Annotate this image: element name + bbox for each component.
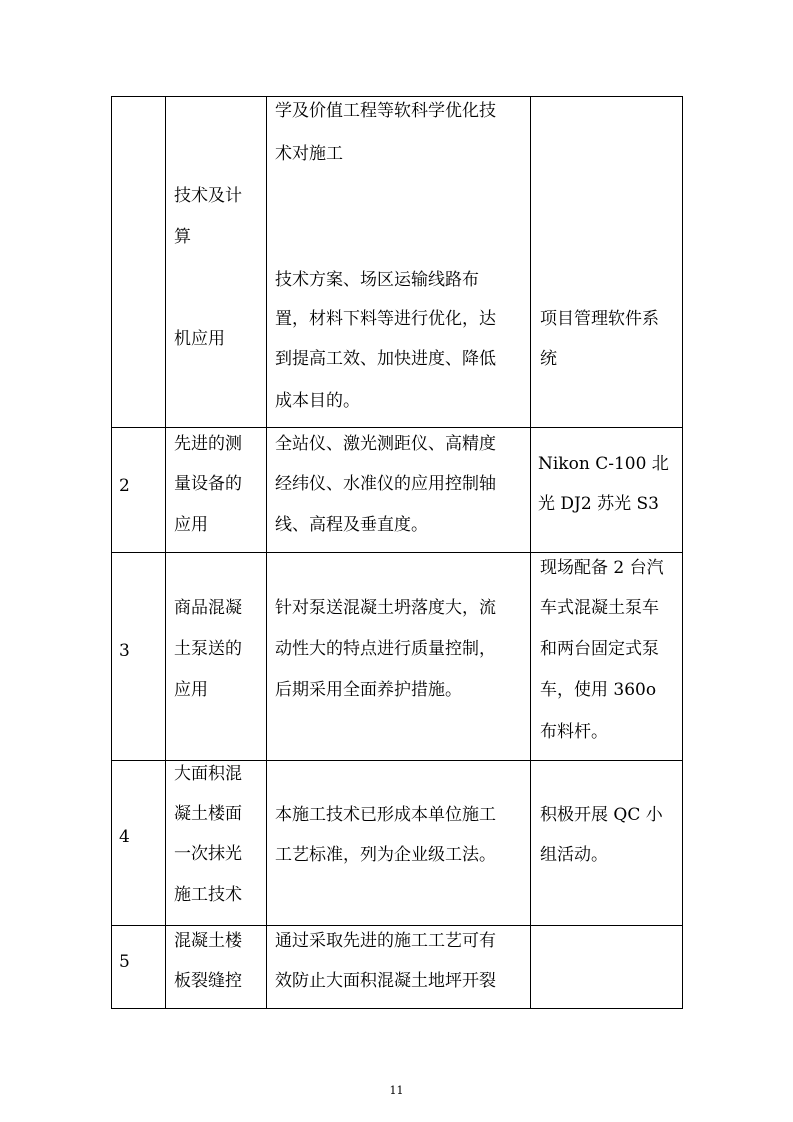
row-number: 2 <box>119 476 130 496</box>
content-line: 术对施工 <box>275 144 343 164</box>
content-line: 成本目的。 <box>275 391 360 411</box>
table-border-top <box>111 96 683 97</box>
tech-name-line: 混凝土楼 <box>174 931 242 951</box>
content-line: 线、高程及垂直度。 <box>275 515 428 535</box>
remark-line: 车式混凝土泵车 <box>540 598 659 618</box>
content-line: 工艺标准，列为企业级工法。 <box>275 845 496 865</box>
row-divider <box>111 552 683 553</box>
row-number: 4 <box>119 827 130 847</box>
remark-line: Nikon C-100 北 <box>538 454 669 474</box>
row-divider <box>111 427 683 428</box>
tech-name-line: 施工技术 <box>174 885 242 905</box>
content-line: 效防止大面积混凝土地坪开裂 <box>275 971 496 991</box>
tech-name-line: 应用 <box>174 515 208 535</box>
remark-line: 统 <box>540 349 557 369</box>
content-line: 全站仪、激光测距仪、高精度 <box>275 434 496 454</box>
remark-line: 积极开展 QC 小 <box>540 805 663 825</box>
remark-line: 车，使用 360o <box>540 680 657 700</box>
remark-line: 和两台固定式泵 <box>540 639 659 659</box>
row-number: 3 <box>119 641 130 661</box>
row-number: 5 <box>119 952 130 972</box>
content-line: 针对泵送混凝土坍落度大，流 <box>275 598 496 618</box>
tech-name-line: 技术及计 <box>174 186 242 206</box>
row-divider <box>111 925 683 926</box>
tech-name-line: 大面积混 <box>174 764 242 784</box>
content-line: 动性大的特点进行质量控制， <box>275 639 496 659</box>
remark-line: 组活动。 <box>540 845 608 865</box>
content-line: 后期采用全面养护措施。 <box>275 680 462 700</box>
construction-tech-table <box>111 96 683 1009</box>
tech-name-line: 应用 <box>174 680 208 700</box>
content-line: 本施工技术已形成本单位施工 <box>275 805 496 825</box>
page-number: 11 <box>389 1084 404 1097</box>
remark-line: 光 DJ2 苏光 S3 <box>538 494 659 514</box>
remark-line: 现场配备 2 台汽 <box>540 558 664 578</box>
tech-name-line: 先进的测 <box>174 434 242 454</box>
tech-name-line: 土泵送的 <box>174 639 242 659</box>
content-line: 通过采取先进的施工工艺可有 <box>275 931 496 951</box>
content-line: 技术方案、场区运输线路布 <box>275 270 479 290</box>
remark-line: 项目管理软件系 <box>540 309 659 329</box>
tech-name-line: 商品混凝 <box>174 598 242 618</box>
tech-name-line: 一次抹光 <box>174 844 242 864</box>
content-line: 经纬仪、水准仪的应用控制轴 <box>275 474 496 494</box>
remark-line: 布料杆。 <box>540 722 608 742</box>
table-border-bottom <box>111 1008 683 1009</box>
tech-name-line: 算 <box>174 227 191 247</box>
content-line: 学及价值工程等软科学优化技 <box>275 101 496 121</box>
row-divider <box>111 760 683 761</box>
tech-name-line: 机应用 <box>174 329 225 349</box>
tech-name-line: 凝土楼面 <box>174 804 242 824</box>
content-line: 到提高工效、加快进度、降低 <box>275 349 496 369</box>
tech-name-line: 量设备的 <box>174 474 242 494</box>
tech-name-line: 板裂缝控 <box>174 971 242 991</box>
content-line: 置，材料下料等进行优化，达 <box>275 309 496 329</box>
